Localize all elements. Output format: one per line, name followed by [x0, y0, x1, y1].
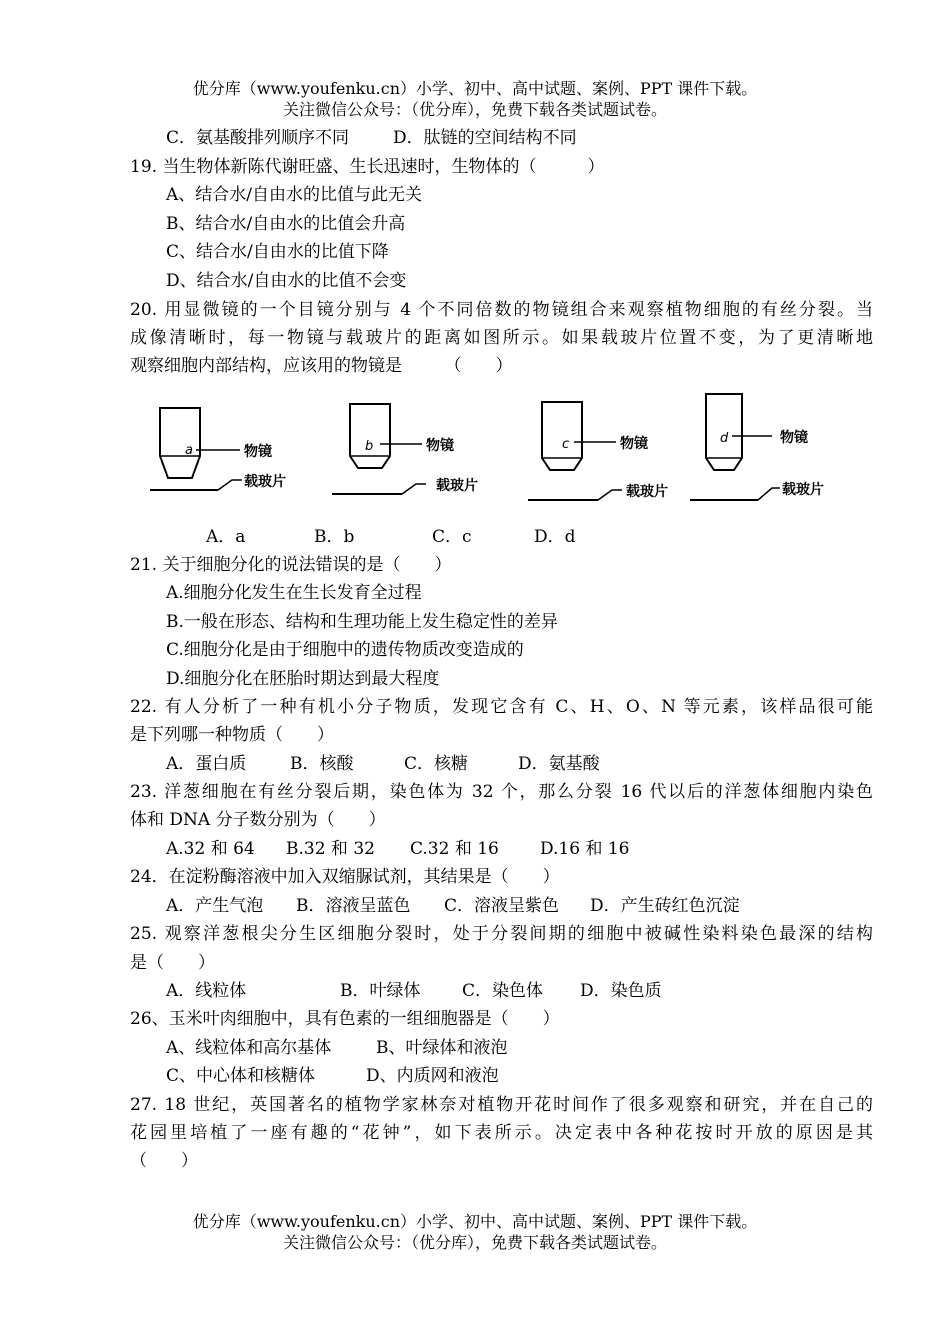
q18-options	[166, 126, 577, 150]
microscope-objectives-diagram	[140, 388, 840, 508]
slide-label-d: 载玻片	[782, 482, 824, 498]
q24-option-a: A．产生气泡	[166, 896, 264, 916]
q20-option-d: D．d	[534, 527, 576, 547]
q25-option-d: D．染色质	[580, 981, 662, 1001]
q20-option-b: B．b	[314, 527, 355, 547]
q21-option-a: A.细胞分化发生在生长发育全过程	[166, 583, 422, 603]
footer-line-1: 优分库（www.youfenku.cn）小学、初中、高中试题、案例、PPT 课件下载。	[192, 1212, 758, 1231]
objective-c	[528, 402, 668, 500]
objective-label-a: 物镜	[244, 444, 272, 460]
q23-stem-line-1: 23. 洋葱细胞在有丝分裂后期，染色体为 32 个，那么分裂 16 代以后的洋葱体细胞内染色	[130, 782, 873, 802]
q26-stem: 26、玉米叶肉细胞中，具有色素的一组细胞器是（ ）	[130, 1009, 560, 1029]
q19-option-a: A、结合水/自由水的比值与此无关	[166, 185, 423, 205]
objective-a	[150, 408, 286, 490]
q24-option-d: D．产生砖红色沉淀	[590, 896, 740, 916]
q20-stem-line-2: 成像清晰时，每一物镜与载玻片的距离如图所示。如果载玻片位置不变，为了更清晰地	[130, 328, 873, 348]
q24-stem: 24．在淀粉酶溶液中加入双缩脲试剂，其结果是（ ）	[130, 867, 560, 887]
q27-stem-line-2: 花园里培植了一座有趣的“花钟”，如下表所示。决定表中各种花按时开放的原因是其	[130, 1123, 873, 1143]
slide-label-c: 载玻片	[626, 484, 668, 500]
q27-stem-line-3: （ ）	[130, 1151, 198, 1171]
q19-stem: 19. 当生物体新陈代谢旺盛、生长迅速时，生物体的（ ）	[130, 157, 605, 177]
header-line-1: 优分库（www.youfenku.cn）小学、初中、高中试题、案例、PPT 课件下载。	[192, 79, 758, 98]
slide-label-b: 载玻片	[436, 478, 478, 494]
page-footer	[0, 1211, 950, 1253]
q23-option-b: B.32 和 32	[286, 839, 375, 859]
q20-option-c: C．c	[432, 527, 472, 547]
objective-b	[332, 404, 478, 494]
page-header	[0, 78, 950, 120]
q20-stem-line-1: 20. 用显微镜的一个目镜分别与 4 个不同倍数的物镜组合来观察植物细胞的有丝分裂。当	[130, 300, 873, 320]
lens-letter-c: c	[562, 437, 570, 452]
q25-option-b: B．叶绿体	[340, 981, 421, 1001]
q23-stem-line-2: 体和 DNA 分子数分别为（ ）	[130, 810, 386, 830]
q24-option-b: B．溶液呈蓝色	[296, 896, 411, 916]
q25-stem-line-2: 是（ ）	[130, 953, 215, 973]
q22-option-d: D．氨基酸	[518, 754, 600, 774]
q25-option-a: A．线粒体	[166, 981, 247, 1001]
q21-option-c: C.细胞分化是由于细胞中的遗传物质改变造成的	[166, 640, 524, 660]
q22-option-b: B．核酸	[290, 754, 354, 774]
objective-label-d: 物镜	[780, 430, 808, 446]
slide-label-a: 载玻片	[244, 474, 286, 490]
q26-option-c: C、中心体和核糖体	[166, 1066, 316, 1086]
q20-option-a: A．a	[206, 527, 246, 547]
q21-option-b: B.一般在形态、结构和生理功能上发生稳定性的差异	[166, 612, 558, 632]
lens-letter-b: b	[365, 439, 374, 454]
objective-label-c: 物镜	[620, 436, 648, 452]
q21-option-d: D.细胞分化在胚胎时期达到最大程度	[166, 669, 440, 689]
q26-option-b: B、叶绿体和液泡	[376, 1038, 508, 1058]
q18-option-c: C．氨基酸排列顺序不同	[166, 128, 350, 148]
q21-stem: 21. 关于细胞分化的说法错误的是（ ）	[130, 555, 452, 575]
q19-option-d: D、结合水/自由水的比值不会变	[166, 271, 407, 291]
q18-option-d: D．肽链的空间结构不同	[393, 128, 577, 148]
footer-line-2: 关注微信公众号：（优分库），免费下载各类试题试卷。	[282, 1233, 667, 1252]
q27-stem-line-1: 27. 18 世纪，英国著名的植物学家林奈对植物开花时间作了很多观察和研究，并在自己的	[130, 1095, 873, 1115]
q23-option-a: A.32 和 64	[166, 839, 255, 859]
q26-option-d: D、内质网和液泡	[366, 1066, 499, 1086]
lens-letter-a: a	[185, 443, 193, 458]
q26-option-a: A、线粒体和高尔基体	[166, 1038, 332, 1058]
q24-option-c: C．溶液呈紫色	[444, 896, 560, 916]
q22-stem-line-2: 是下列哪一种物质（ ）	[130, 725, 334, 745]
q19-option-b: B、结合水/自由水的比值会升高	[166, 214, 406, 234]
lens-letter-d: d	[720, 431, 729, 446]
q25-option-c: C．染色体	[462, 981, 544, 1001]
objective-d	[690, 394, 824, 500]
header-line-2: 关注微信公众号：（优分库），免费下载各类试题试卷。	[282, 100, 667, 119]
q25-stem-line-1: 25. 观察洋葱根尖分生区细胞分裂时，处于分裂间期的细胞中被碱性染料染色最深的结构	[130, 924, 873, 944]
q22-option-a: A．蛋白质	[166, 754, 247, 774]
q20-stem-line-3: 观察细胞内部结构，应该用的物镜是 （ ）	[130, 356, 513, 376]
objective-label-b: 物镜	[426, 438, 454, 454]
q22-option-c: C．核糖	[404, 754, 469, 774]
q19-option-c: C、结合水/自由水的比值下降	[166, 242, 389, 262]
q23-option-c: C.32 和 16	[410, 839, 499, 859]
q23-option-d: D.16 和 16	[540, 839, 630, 859]
q22-stem-line-1: 22. 有人分析了一种有机小分子物质，发现它含有 C、H、O、N 等元素，该样品很可能	[130, 697, 873, 717]
